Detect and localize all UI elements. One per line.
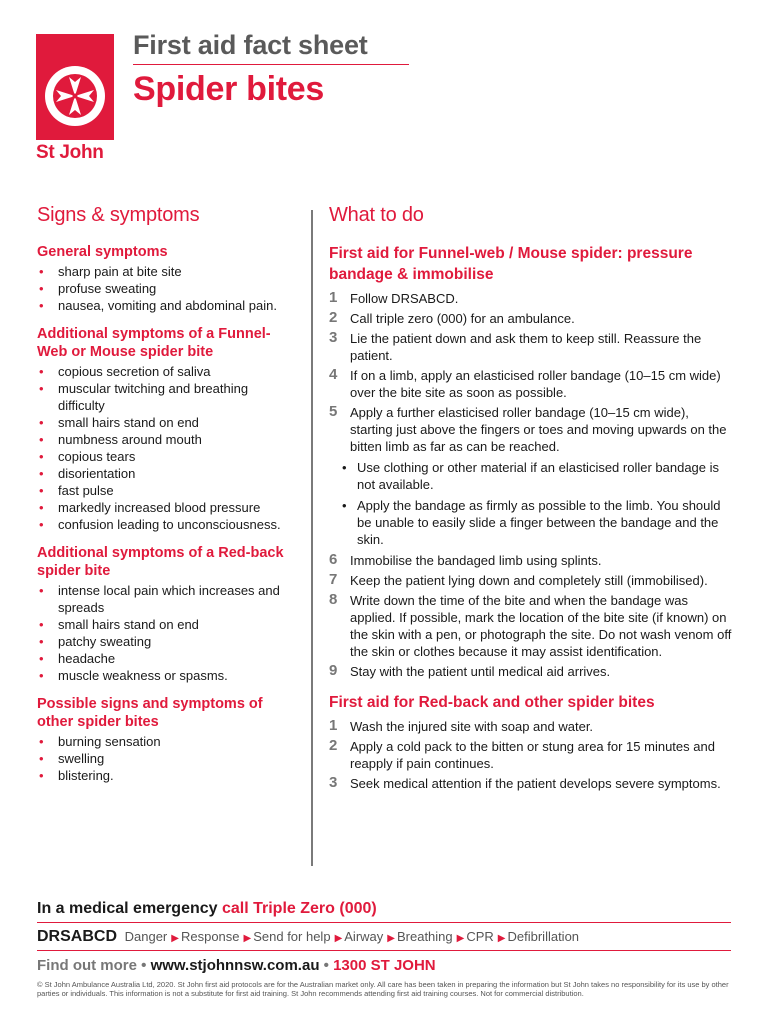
list-item <box>37 380 292 414</box>
header-divider <box>133 64 409 65</box>
page-header <box>133 30 409 109</box>
arrow-icon: ▶ <box>387 933 395 944</box>
list-item <box>37 616 292 633</box>
arrow-icon: ▶ <box>497 933 506 944</box>
step-number: 9 <box>329 662 338 679</box>
list-item-text: copious tears <box>58 449 136 464</box>
list-item-text: nausea, vomiting and abdominal pain. <box>58 298 277 313</box>
bullet-dot: • <box>39 364 44 379</box>
list-item-text: disorientation <box>58 466 136 481</box>
bullet-dot: • <box>39 768 44 783</box>
symptom-group-heading: Additional symptoms of a Red-back spider bite <box>37 545 284 579</box>
bullet-dot: • <box>39 734 44 749</box>
bullet-dot: • <box>39 751 44 766</box>
list-item <box>37 582 292 616</box>
signs-groups <box>37 243 292 784</box>
step-text: If on a limb, apply an elasticised roller bandage (10–15 cm wide) over the bite site as soon as possible. <box>350 368 721 400</box>
emergency-lead: In a medical emergency <box>37 900 222 917</box>
funnel-heading: First aid for Funnel-web / Mouse spider: pressure bandage & immobilise <box>329 245 693 283</box>
symptom-group-heading: Possible signs and symptoms of other spider bites <box>37 696 263 730</box>
arrow-icon: ▶ <box>334 933 343 944</box>
list-item-text: blistering. <box>58 768 114 783</box>
symptom-group-heading: Additional symptoms of a Funnel-Web or Mouse spider bite <box>37 326 271 360</box>
step-text: Follow DRSABCD. <box>350 291 459 306</box>
symptom-list <box>37 582 292 684</box>
step-number: 4 <box>329 366 338 383</box>
list-item <box>37 363 292 380</box>
step-number: 7 <box>329 571 338 588</box>
list-item-text: small hairs stand on end <box>58 415 199 430</box>
step-text: Apply a further elasticised roller bandage (10–15 cm wide), starting just above the fingers or toes and moving upwards on the bitten limb as far as can be reached. <box>350 405 727 454</box>
list-item <box>37 767 292 784</box>
step-item <box>329 718 734 735</box>
symptom-list <box>37 733 292 784</box>
list-item <box>37 414 292 431</box>
symptom-list <box>37 263 292 314</box>
arrow-icon: ▶ <box>243 933 252 944</box>
step-item <box>329 404 734 548</box>
list-item-text: burning sensation <box>58 734 161 749</box>
bullet-dot: • <box>39 634 44 649</box>
step-number: 2 <box>329 737 338 754</box>
list-item-text: sharp pain at bite site <box>58 264 182 279</box>
step-number: 3 <box>329 329 338 346</box>
list-item-text: swelling <box>58 751 105 766</box>
list-item <box>37 667 292 684</box>
step-item <box>329 738 734 772</box>
step-number: 1 <box>329 289 338 306</box>
drs-step: CPR <box>466 929 494 944</box>
bullet-dot: • <box>39 415 44 430</box>
signs-column <box>37 204 292 795</box>
drsabcd-label: DRSABCD <box>37 928 117 945</box>
st-john-logo <box>36 34 114 164</box>
step-text: Stay with the patient until medical aid arrives. <box>350 664 611 679</box>
step-text: Immobilise the bandaged limb using splints. <box>350 553 602 568</box>
bullet-dot: • <box>39 668 44 683</box>
step-item <box>329 572 734 589</box>
list-item-text: markedly increased blood pressure <box>58 500 261 515</box>
page-title: Spider bites <box>133 70 325 108</box>
symptom-group-heading: General symptoms <box>37 244 168 260</box>
list-item-text: confusion leading to unconsciousness. <box>58 517 281 532</box>
drs-step-danger: Danger <box>124 929 168 944</box>
what-title: What to do <box>329 204 424 226</box>
list-item-text: fast pulse <box>58 483 114 498</box>
emergency-call: call Triple Zero (000) <box>221 900 377 917</box>
list-item <box>37 448 292 465</box>
bullet-dot: • <box>39 281 44 296</box>
step-item <box>329 663 734 680</box>
list-item-text: patchy sweating <box>58 634 152 649</box>
list-item-text: numbness around mouth <box>58 432 202 447</box>
redback-steps <box>329 718 734 792</box>
list-item <box>342 459 734 493</box>
bullet-dot: • <box>39 298 44 313</box>
website-link[interactable]: www.stjohnnsw.com.au <box>150 957 320 974</box>
redback-heading: First aid for Red-back and other spider bites <box>329 694 655 711</box>
step-number: 1 <box>329 717 338 734</box>
step-sub-list <box>342 459 734 548</box>
drs-steps <box>167 929 579 944</box>
copyright-notice: © St John Ambulance Australia Ltd, 2020. St John first aid protocols are for the Australian market only. All care has been taken in preparing the information but St John takes no responsibility for its use by other parties or individuals. This information is not a substitute for first aid training. St John recommends attending first aid training courses. Not for commercial distribution. <box>37 980 729 998</box>
list-item <box>37 465 292 482</box>
list-item-text: muscle weakness or spasms. <box>58 668 228 683</box>
bullet-dot: • <box>39 466 44 481</box>
symptom-list <box>37 363 292 533</box>
list-item-text: headache <box>58 651 116 666</box>
step-number: 3 <box>329 774 338 791</box>
drs-step: Send for help <box>253 929 331 944</box>
list-item <box>342 497 734 548</box>
step-item <box>329 310 734 327</box>
maltese-cross-icon <box>36 34 114 140</box>
bullet-dot: • <box>342 498 347 513</box>
bullet-dot: • <box>39 432 44 447</box>
logo-name: St John <box>36 142 104 163</box>
arrow-icon: ▶ <box>171 933 179 944</box>
bullet-dot: • <box>39 583 44 598</box>
step-item <box>329 552 734 569</box>
step-number: 8 <box>329 591 338 608</box>
more-separator: • <box>319 957 334 974</box>
step-item <box>329 330 734 364</box>
step-text: Lie the patient down and ask them to keep still. Reassure the patient. <box>350 331 702 363</box>
logo-emblem <box>36 34 114 140</box>
list-item <box>37 263 292 280</box>
list-item-text: profuse sweating <box>58 281 157 296</box>
step-number: 6 <box>329 551 338 568</box>
step-text: Wash the injured site with soap and water. <box>350 719 594 734</box>
find-out-more <box>37 951 731 974</box>
bullet-dot: • <box>39 381 44 396</box>
list-item <box>37 633 292 650</box>
step-item <box>329 367 734 401</box>
step-item <box>329 592 734 660</box>
step-text: Call triple zero (000) for an ambulance. <box>350 311 575 326</box>
list-item <box>37 280 292 297</box>
step-item <box>329 775 734 792</box>
list-item-text: small hairs stand on end <box>58 617 199 632</box>
bullet-dot: • <box>39 517 44 532</box>
list-item <box>37 297 292 314</box>
list-item <box>37 516 292 533</box>
list-item-text: Apply the bandage as firmly as possible to the limb. You should be unable to easily slide a finger between the bandage and the skin. <box>357 498 721 547</box>
drs-step: Breathing <box>396 929 453 944</box>
step-text: Apply a cold pack to the bitten or stung area for 15 minutes and reapply if pain continues. <box>350 739 715 771</box>
more-lead: Find out more • <box>37 957 151 974</box>
drs-step: Response <box>180 929 240 944</box>
phone-number[interactable]: 1300 ST JOHN <box>333 957 436 974</box>
list-item <box>37 750 292 767</box>
bullet-dot: • <box>39 483 44 498</box>
step-number: 5 <box>329 403 338 420</box>
list-item <box>37 650 292 667</box>
list-item <box>37 499 292 516</box>
drs-step: Airway <box>344 929 384 944</box>
emergency-line <box>37 900 731 922</box>
bullet-dot: • <box>39 651 44 666</box>
bullet-dot: • <box>39 264 44 279</box>
step-text: Write down the time of the bite and when the bandage was applied. If possible, mark the location of the bite site (if known) on the skin with a pen, or photograph the site. Do not wash venom off the skin or clothes because it may assist identification. <box>350 593 732 659</box>
column-divider <box>311 210 313 866</box>
signs-title: Signs & symptoms <box>37 204 200 226</box>
step-number: 2 <box>329 309 338 326</box>
arrow-icon: ▶ <box>456 933 465 944</box>
list-item-text: muscular twitching and breathing difficulty <box>58 381 249 413</box>
drs-step: Defibrillation <box>507 929 580 944</box>
bullet-dot: • <box>39 500 44 515</box>
bullet-dot: • <box>39 617 44 632</box>
footer <box>37 900 731 998</box>
page-subtitle: First aid fact sheet <box>133 30 368 60</box>
funnel-steps <box>329 290 734 680</box>
list-item <box>37 482 292 499</box>
drsabcd-line <box>37 923 731 950</box>
list-item-text: copious secretion of saliva <box>58 364 211 379</box>
list-item-text: Use clothing or other material if an elasticised roller bandage is not available. <box>357 460 720 492</box>
bullet-dot: • <box>39 449 44 464</box>
step-item <box>329 290 734 307</box>
what-to-do-column <box>329 204 734 804</box>
list-item <box>37 431 292 448</box>
list-item-text: intense local pain which increases and spreads <box>58 583 280 615</box>
bullet-dot: • <box>342 460 347 475</box>
step-text: Seek medical attention if the patient develops severe symptoms. <box>350 776 721 791</box>
list-item <box>37 733 292 750</box>
step-text: Keep the patient lying down and completely still (immobilised). <box>350 573 708 588</box>
